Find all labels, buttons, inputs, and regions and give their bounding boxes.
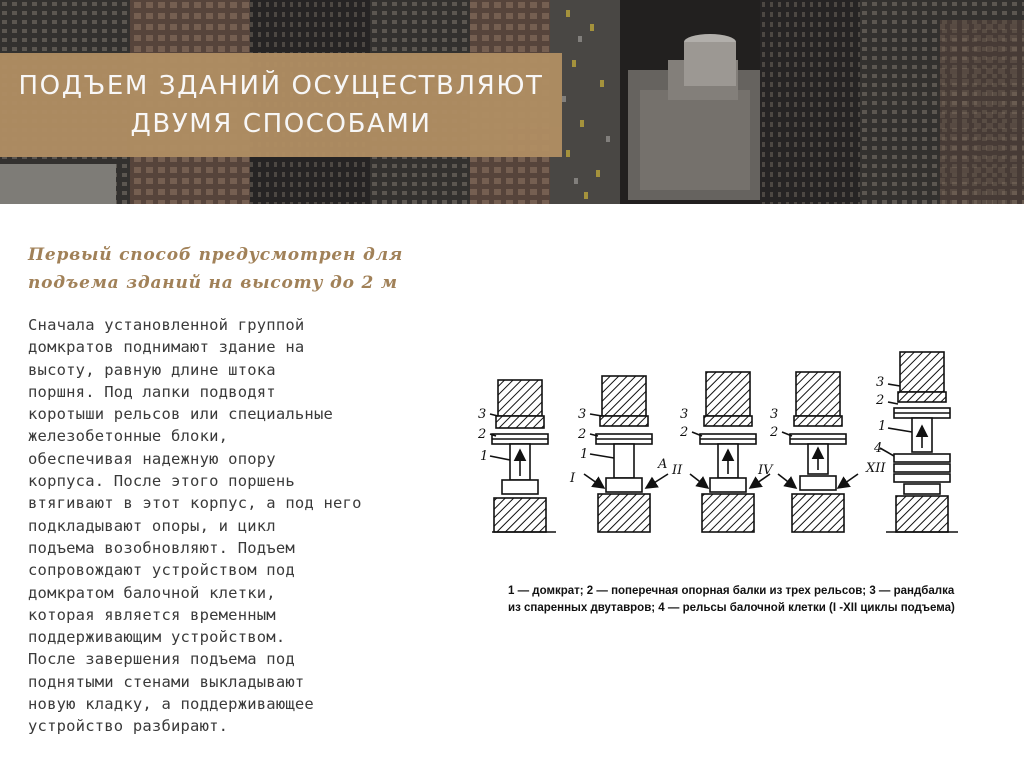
label-A: A <box>658 457 668 472</box>
label-cycle-XII: XII <box>866 461 886 476</box>
label-cycle-II: II <box>672 463 683 478</box>
jack-lifting-diagram <box>474 342 974 538</box>
page-title-line-1: ПОДЪЕМ ЗДАНИЙ ОСУЩЕСТВЛЯЮТ <box>18 71 544 101</box>
label-2-b: 2 <box>578 427 587 442</box>
figure-caption: 1 — домкрат; 2 — поперечная опорная балки из трех рельсов; 3 — рандбалка из спаренных двутавров; 4 — рельсы балочной клетки (I -XII циклы подъема) <box>508 585 955 614</box>
title-box <box>0 53 562 157</box>
label-2-c: 2 <box>680 425 689 440</box>
jack-stage-4 <box>778 372 858 532</box>
label-3-e: 3 <box>876 375 885 390</box>
label-cycle-I: I <box>570 471 576 486</box>
page-title-line-2: ДВУМЯ СПОСОБАМИ <box>130 109 432 139</box>
jack-stage-3 <box>690 372 770 532</box>
header-photo-banner <box>0 0 1024 204</box>
label-cycle-IV: IV <box>758 463 773 478</box>
section-body-text: Сначала установленной группой домкратов поднимают здание на высоту, равную длине штока поршня. Под лапки подводят коротыши рельсов или специальные железобетонные блоки, обеспечивая надежную опору корпуса. После этого поршень втягивают в этот корпус, а под него подкладывают опоры, и цикл подъема возобновляют. Подъем сопровождают устройством под домкратом балочной клетки, которая является временным поддерживающим устройством. После завершения подъема под поднятыми стенами выкладывают новую кладку, а поддерживающее устройство разбирают. <box>28 316 362 736</box>
label-3-b: 3 <box>578 407 587 422</box>
label-2-d: 2 <box>770 425 779 440</box>
jack-stage-1 <box>492 380 556 532</box>
jack-stage-5 <box>886 352 958 532</box>
label-3-c: 3 <box>680 407 689 422</box>
label-3-a: 3 <box>478 407 487 422</box>
label-1-a: 1 <box>480 449 489 464</box>
label-2-a: 2 <box>478 427 487 442</box>
label-3-d: 3 <box>770 407 779 422</box>
section-subtitle: Первый способ предусмотрен для подъема зданий на высоту до 2 м <box>28 245 404 293</box>
label-4-e: 4 <box>874 441 883 456</box>
label-1-e: 1 <box>878 419 887 434</box>
label-1-b: 1 <box>580 447 589 462</box>
jack-stage-2 <box>584 376 668 532</box>
label-2-e: 2 <box>876 393 885 408</box>
